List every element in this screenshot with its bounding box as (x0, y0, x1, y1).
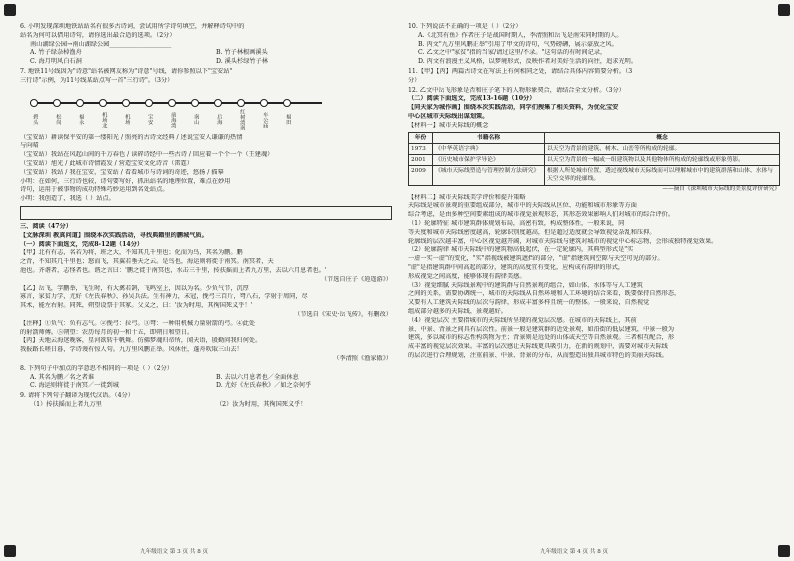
station-name: 机场 (123, 114, 130, 125)
material-2-line: 的层次进行合理规划，注重前景、中景、背景的分布，从而塑造出独具城市特色的美丽天际线。 (408, 351, 668, 359)
table-cell: 2009 (409, 166, 433, 185)
station (72, 88, 88, 132)
table-row (409, 155, 780, 166)
material-2-line: （2）轮廓韵律 城市天际线中的建筑物高低起伏，在一定轮廓内，其典型形式是"实 (408, 246, 634, 254)
material-2-line: 轮廓线的层次越丰富，中心区视觉越开阔，对城市天际线与建筑对城市的视觉中心标志物，会形成独特视觉效果。 (408, 237, 718, 245)
material-2-line: 形成视觉之间高度，能够体现有韵律美感。 (408, 272, 526, 280)
page-3-footer: 九年级语文 第 3 页 共 8 页 (140, 549, 209, 555)
question-8-options (20, 374, 392, 392)
question-7-stem: 7. 地铁11号线因为"诗意"站名被网友称为"诗意"号线，请你参照以下"宝安站" (20, 67, 233, 75)
station-dot (168, 99, 176, 107)
question-6-stem-cont: 站名为何可以借用诗句，请你选出最合适的选项。（2分） (20, 31, 176, 39)
material-2-line: 等天度和城市天际线密度越高，轮廓识别度越高，但是超过适度就会导致视觉杂乱和压抑。 (408, 228, 656, 236)
passage-a-line: 之背，不知其几千里也；怒而飞，其翼若垂天之云。是鸟也，海运则将徙于南冥。南冥者，天 (20, 258, 274, 266)
table-row (409, 143, 780, 154)
option-a: A.《北冥有鱼》作者庄子是战国时期人，李清照和岳飞是南宋同时期的人。 (418, 31, 623, 39)
table-header-row (409, 132, 780, 143)
station-name: 前海湾 (169, 111, 176, 128)
station (164, 88, 180, 132)
part-1-heading: （一）阅读下面选文，完成8-12题（14分） (20, 240, 144, 248)
activity-topic: 【文脉深圳 教真问道】围绕本次实践活动，寻找典籍里的鹏城气质。 (20, 231, 208, 239)
poem-line: （宝安站）旭光 / 此城市诗情霞发 / 营造宝安文化诗音（雷霆） (20, 159, 193, 167)
material-2-line: 建筑，多以城市的标志性构筑物为主；背景则是远处的山体或天空等自然景观。三者相互配合，形 (408, 334, 675, 342)
material-2-line: （4）视觉层次 主要指城市的天际线所呈现的视觉层次感。在城市的天际线上，其前 (408, 316, 637, 324)
answer-line: 小明：我创造了，我选（ ）站点。 (20, 195, 115, 203)
station-dot (30, 99, 38, 107)
table-cell: 《中华英语字典》 (433, 143, 545, 154)
question-10-stem: 10. 下列说法不正确的一项是（ ）（2分） (408, 23, 522, 30)
option-b: B. 竹子林根画溪头 (216, 49, 268, 57)
material-2-line: 景、中景、背景之间具有层次性。前景一般是建筑群的近处景观，如沿街的低层建筑，中景一般为 (408, 325, 675, 333)
table-cell: 2001 (409, 155, 433, 166)
metro-line-diagram (26, 88, 392, 132)
question-9-stem: 9. 请将下列句子翻译为现代汉语。（4分） (20, 392, 134, 400)
question-6-options (20, 49, 392, 67)
material-2-line: 又要有人工建筑天际线的层次与韵律，形成丰富多样且统一的整体。一般来说，自然视觉 (408, 299, 650, 307)
material-2-line: 组成部分越多的天际线，景观越好。 (408, 307, 507, 315)
station-dot (260, 99, 268, 107)
station (187, 88, 203, 132)
station-name: 南山 (192, 114, 199, 125)
material-2-line: （1）轮廓特征 城市建筑群体规划布局，高密有致，构成整体性，一般来说，同 (408, 219, 625, 227)
station-name: 红树湾南 (238, 108, 245, 131)
alignment-marker-top-left (4, 4, 16, 16)
station-name: 后海 (215, 114, 222, 125)
material-2-line: 成丰富的视觉层次效果。丰富的层次感让天际线更具吸引力，在新的规划中，需要对城市天际线 (408, 343, 668, 351)
answer-box (20, 206, 392, 220)
station (233, 88, 249, 132)
station (141, 88, 157, 132)
table-cell: 以天空为背景的一幅或一组建筑物以及其他物体所构成的轮廓线或形象剪影。 (545, 155, 780, 166)
alignment-marker-bottom-right (778, 545, 790, 557)
passage-b-line: 寡言，家贫力学，尤好《左氏春秋》、孙吴兵法。生有神力，未冠，挽弓三百斤，弩八石，学射于周同，尽 (20, 293, 308, 301)
station-dot (122, 99, 130, 107)
option-d: D. 尤好《左氏春秋》／如之奈何乎 (216, 382, 312, 390)
station-dot (214, 99, 222, 107)
material-2-line: "虚"是指建筑群中间高起的部分，建筑的高度宜有变化，应构成有韵律的形式， (408, 263, 625, 271)
option-d: D. 溪头杉绿竹子林 (216, 58, 268, 66)
material-2-line: （3）视觉细腻 天际线景观中的建筑群与自然景观的组合，如山体、水体等与人工建筑 (408, 281, 643, 289)
passage-c-source: （李清照《渔家傲》） (333, 354, 392, 362)
translation-item-2: （2）汝为时用，其徇国死义乎！ (216, 400, 307, 408)
question-6-stem: 6. 小明发现深圳地铁站站名有很多古诗词，尝试用所学诗句填空，并解释诗句中的 (20, 23, 245, 30)
material-2-line: 综合考虑，是由多种空间要素组成的城市视觉景观形态，其形态效果影响人们对城市的综合评价。 (408, 211, 675, 219)
station-dot (237, 99, 245, 107)
passage-b-line: 其术，能左右射。同死，朔望设祭于其冢。父义之，曰：'汝为时用，其徇国死义乎！' (20, 302, 253, 310)
part-2-heading: （二）阅读下面选文，完成13-16题（10分） (408, 95, 536, 103)
question-9-items (20, 401, 392, 410)
material-1-heading: 【材料一】城市天际线的概念 (408, 121, 489, 129)
station-name: 福田 (284, 114, 291, 125)
station (95, 88, 111, 132)
station (279, 88, 295, 132)
passage-c-line: 【丙】天地云海迷晚客，星河欲转千帆舞。仿佛梦魂归帝所，闻天语，殷勤问我归何处。 (20, 337, 262, 345)
passage-a-line: 池也。齐谐者，志怪者也。谐之言曰：'鹏之徙于南冥也，水击三千里，抟扶摇而上者九万里，去以六月息者也。' (20, 266, 327, 274)
station-name: 车公庙 (261, 111, 268, 128)
station (256, 88, 272, 132)
station-dot (191, 99, 199, 107)
activity-intro: 【同天家为城作画】围绕本次实践活动，同学们搜集了相关资料，为优化宝安 (408, 104, 619, 112)
poem-line: 与向晴 (20, 142, 39, 150)
station-name: 福永 (77, 114, 84, 125)
annotation-line: 【注释】①负气：负有志气。②挽弓：拉弓。③弩：一种用机械力量射箭的弓。④此处 (20, 319, 256, 327)
option-c: C. 乙文之中"家贫"指的当家/请过这里/不录。"这句话的有时间记录， (418, 49, 607, 57)
option-b: B. 丙文"九万里风鹏正举"引用了甲文的诗句，气势磅礴，展示豪放之风。 (418, 40, 618, 48)
table-cell: 1973 (409, 143, 433, 154)
station (118, 88, 134, 132)
passage-b-source: （节选自《宋史·岳飞传》，有删改） (294, 310, 392, 318)
translation-item-1: （1）抟扶摇而上者九万里 (30, 400, 102, 408)
table-header-cell: 年份 (409, 132, 433, 143)
skyline-concept-table (408, 132, 780, 186)
question-11-stem-cont: 分） (408, 76, 421, 84)
table-header-cell: 概念 (545, 132, 780, 143)
station-name: 松岗 (54, 114, 61, 125)
station (210, 88, 226, 132)
option-d: D. 丙文有浪漫主义风格，以梦境形式，反映作者对美好生活的向往，追求光明。 (418, 58, 638, 66)
option-a: A. 其名为鹏／名之者谁 (30, 373, 95, 381)
station-dot (145, 99, 153, 107)
station-name: 机场北 (100, 111, 107, 128)
station-dot (53, 99, 61, 107)
question-7-stem-cont: 三行诗"示例，为11号线某站点写一首"三行诗"。（3分） (20, 76, 174, 84)
question-6-blank: 南山湖绿公园→南山湖绿公园____________________ (30, 40, 172, 48)
question-8-stem: 8. 下列句子中加点的字意思不相同的一项是（ ）（2分） (20, 364, 173, 372)
alignment-marker-top-right (778, 4, 790, 16)
table-cell: 以天空为背景的建筑、树木、山峦等所构成的轮廓。 (545, 143, 780, 154)
annotation-line: 的射箭师傅。⑤朔望：农历每月的初一和十五，即朔日和望日。 (20, 328, 194, 336)
station-dot (283, 99, 291, 107)
passage-a-line: 【甲】北有有志，名若为将，班之大，不知其几千里也；化而为鸟，其名为鹏。鹏 (20, 249, 243, 257)
station-dot (99, 99, 107, 107)
option-a: A. 竹子绿杂棹渔舟 (30, 49, 82, 57)
page-4-footer: 九年级语文 第 4 页 共 8 页 (540, 549, 609, 555)
passage-b-line: 【乙】岳飞，字鹏举，飞生时，有大禽若鹄，飞鸣室上，因以为名。少负气节，沉厚 (20, 284, 249, 292)
question-12-stem: 12. 乙文中岳飞形象是否和庄子笔下的人物形象契合，请结合全文分析。（3分） (408, 86, 625, 94)
section-3-heading: 三、阅读（47分） (20, 222, 72, 230)
question-7-note-cont: 诗句，运用于被事物的成功特殊巧妙运用到名处站点。 (20, 186, 169, 194)
question-7-note: 小明：在如何，三行诗也较，诗句要写好，抓出站名的地理位置，难点在妙用 (20, 177, 231, 185)
table-row (409, 166, 780, 185)
station-dot (76, 99, 84, 107)
poem-line: （宝安站）我站在风起山间的千万春色 / 读碎诗经中一些古诗 / 回应着一个个一个（王建魂） (20, 151, 274, 159)
passage-a-source: （节选自庄子《逍遥游》） (320, 275, 392, 283)
material-2-line: 一虚一实一虚"的变化，"实"指视线被建筑遮挡的部分，"虚"指建筑间空隙与天空可见的部分。 (408, 255, 664, 263)
poem-line: （宝安站）耕读保平安的第一缕阳光 / 照亮的古诗文经典 / 述说宝安人谦谦的热情 (20, 133, 243, 141)
page-3 (20, 22, 392, 532)
table-cell: 《历史城市保护学导论》 (433, 155, 545, 166)
material-2-line: 天际线是城市景观的重要组成部分，城市中的天际线从区位、功能和城市形象等方面 (408, 202, 637, 210)
option-b: B. 去以六月息者也／全面休息 (216, 373, 299, 381)
table-cell: 根据人所处城市位置，透过视线城市天际线而可以理解城市中的建筑群落和山体、水体与天空交界的轮廓线。 (545, 166, 780, 185)
station (49, 88, 65, 132)
material-2-heading: 【材料二】城市天际线美学评价和提升策略 (408, 193, 526, 201)
alignment-marker-bottom-left (4, 545, 16, 557)
poem-line: （宝安站）我站 / 我在宝安，宝安站 / 看看城市与诗词的奇迹，悠扬 / 描摹 (20, 168, 224, 176)
option-c: C. 海运则将徙于南冥／一徙到城 (30, 382, 119, 390)
question-11-stem: 11.【甲】【丙】两篇古诗文在写法上有何相同之处，请结合具体内容简要分析。（3 (408, 67, 633, 75)
material-2-line: 之间的关系，需要协调统一，城市的天际线从自然环境和人工环境的结合来看，既要保持自然形态， (408, 290, 681, 298)
station (26, 88, 42, 132)
table-header-cell: 书籍名称 (433, 132, 545, 143)
table-source: ——摘自《深圳城市天际线的美景度评价研究》 (662, 185, 780, 192)
station-name: 宝安 (146, 114, 153, 125)
station-name: 碧头 (31, 114, 38, 125)
page-4 (408, 22, 780, 532)
activity-intro-cont: 中心区城市天际线出谋划策。 (408, 112, 489, 120)
passage-c-line: 我报路长嗟日暮，学诗谩有惊人句。九万里风鹏正举。风休住，蓬舟吹取三山去！ (20, 346, 243, 354)
table-cell: 《城市天际线塑造与管理控制方法研究》 (433, 166, 545, 185)
option-c: C. 海月明风白石洞 (30, 58, 82, 66)
